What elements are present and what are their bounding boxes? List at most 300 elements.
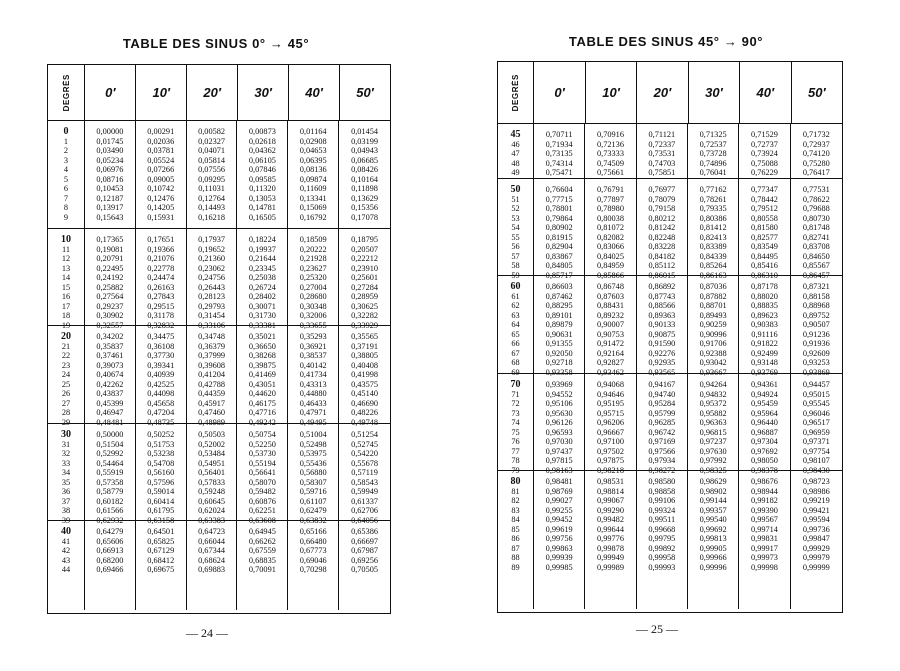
row-group bbox=[187, 424, 237, 525]
sine-value: 0,98769 bbox=[545, 486, 573, 496]
sine-value: 0,56880 bbox=[299, 468, 327, 478]
degree-value: 82 bbox=[511, 496, 520, 506]
sine-value: 0,70711 bbox=[545, 130, 573, 139]
sine-value: 0,99998 bbox=[750, 562, 778, 572]
row-group bbox=[48, 121, 84, 229]
degree-value: 88 bbox=[511, 553, 520, 563]
sine-value: 0,66913 bbox=[96, 546, 124, 556]
sine-value: 0,17651 bbox=[147, 235, 175, 244]
sine-value: 0,93042 bbox=[699, 358, 727, 368]
sine-value: 0,93869 bbox=[802, 367, 830, 377]
sine-value: 0,99067 bbox=[597, 496, 624, 506]
sine-value: 0,96517 bbox=[802, 418, 830, 428]
sine-value: 0,83228 bbox=[648, 242, 676, 252]
sine-value: 0,82248 bbox=[648, 232, 676, 242]
row-group bbox=[791, 124, 842, 179]
sine-value: 0,40674 bbox=[96, 370, 124, 380]
sine-value: 0,52002 bbox=[198, 439, 226, 449]
sine-value: 0,86457 bbox=[802, 270, 830, 280]
row-group bbox=[288, 121, 338, 229]
sine-value: 0,57119 bbox=[351, 468, 378, 478]
sine-value: 0,02908 bbox=[299, 136, 327, 146]
degree-value: 89 bbox=[511, 562, 520, 572]
sine-value: 0,57596 bbox=[147, 477, 175, 487]
sine-value: 0,88295 bbox=[545, 301, 573, 311]
sine-value: 0,72937 bbox=[802, 139, 830, 149]
degree-value: 64 bbox=[511, 320, 520, 330]
minute-column bbox=[187, 121, 238, 610]
degree-value: 77 bbox=[511, 446, 520, 456]
sine-value: 0,80902 bbox=[545, 223, 573, 233]
degree-value: 18 bbox=[61, 311, 71, 321]
sine-value: 0,43575 bbox=[351, 379, 379, 389]
sine-value: 0,99831 bbox=[750, 534, 778, 544]
sine-value: 0,89879 bbox=[545, 320, 573, 330]
sine-value: 0,99452 bbox=[545, 515, 573, 525]
sine-value: 0,99776 bbox=[597, 534, 624, 544]
degree-value: 78 bbox=[511, 456, 520, 466]
sine-value: 0,32557 bbox=[96, 320, 124, 330]
row-group bbox=[288, 521, 338, 612]
sine-value: 0,36379 bbox=[198, 341, 226, 351]
minute-column bbox=[288, 121, 339, 610]
sine-value: 0,62251 bbox=[248, 506, 276, 516]
sine-value: 0,96815 bbox=[699, 427, 727, 437]
row-group bbox=[85, 229, 135, 330]
sine-value: 0,97100 bbox=[597, 437, 624, 447]
sine-value: 0,71934 bbox=[545, 139, 573, 149]
sine-value: 0,26724 bbox=[248, 282, 276, 292]
sine-value: 0,37999 bbox=[198, 351, 226, 361]
sine-value: 0,20791 bbox=[96, 254, 124, 264]
sine-value: 0,54220 bbox=[351, 449, 379, 459]
sine-value: 0,52498 bbox=[299, 439, 327, 449]
sine-value: 0,96206 bbox=[597, 418, 624, 428]
sine-value: 0,24756 bbox=[198, 273, 226, 283]
sine-value: 0,83066 bbox=[597, 242, 624, 252]
degree-value: 83 bbox=[511, 505, 520, 515]
right-table-title: TABLE DES SINUS 45° → 90° bbox=[568, 34, 764, 49]
sine-value: 0,65166 bbox=[299, 527, 327, 536]
sine-value: 0,99567 bbox=[750, 515, 778, 525]
sine-value: 0,79335 bbox=[699, 204, 727, 214]
sine-value: 0,00000 bbox=[96, 127, 124, 136]
sine-value: 0,93462 bbox=[597, 367, 624, 377]
sine-value: 0,19081 bbox=[96, 244, 124, 254]
sine-value: 0,93565 bbox=[648, 367, 676, 377]
sine-value: 0,96440 bbox=[750, 418, 778, 428]
sine-value: 0,55678 bbox=[351, 458, 379, 468]
degree-value: 65 bbox=[511, 329, 520, 339]
sine-value: 0,18509 bbox=[299, 235, 327, 244]
sine-value: 0,75280 bbox=[802, 158, 830, 168]
row-group bbox=[187, 326, 237, 427]
sine-value: 0,92935 bbox=[648, 358, 676, 368]
right-sine-table bbox=[497, 61, 843, 613]
sine-value: 0,92164 bbox=[597, 348, 624, 358]
sine-value: 0,27843 bbox=[147, 292, 175, 302]
sine-value: 0,98325 bbox=[699, 465, 727, 475]
sine-value: 0,47460 bbox=[198, 408, 226, 418]
sine-value: 0,99993 bbox=[648, 562, 676, 572]
sine-value: 0,99668 bbox=[648, 524, 676, 534]
row-group bbox=[237, 521, 287, 612]
sine-value: 0,25601 bbox=[351, 273, 379, 283]
minute-column-header: 40′ bbox=[740, 62, 791, 123]
sine-value: 0,99714 bbox=[750, 524, 778, 534]
right-page-number: — 25 — bbox=[636, 622, 678, 636]
sine-value: 0,77347 bbox=[750, 185, 778, 194]
sine-value: 0,02618 bbox=[248, 136, 276, 146]
sine-value: 0,88566 bbox=[648, 301, 676, 311]
sine-value: 0,11609 bbox=[299, 184, 327, 194]
sine-value: 0,41734 bbox=[299, 370, 327, 380]
sine-value: 0,94361 bbox=[750, 380, 778, 389]
sine-value: 0,81580 bbox=[750, 223, 778, 233]
sine-value: 0,85866 bbox=[597, 270, 624, 280]
degree-value: 7 bbox=[63, 193, 69, 203]
sine-value: 0,99290 bbox=[597, 505, 624, 515]
sine-value: 0,40142 bbox=[299, 360, 327, 370]
row-group bbox=[498, 471, 533, 611]
sine-value: 0,86748 bbox=[597, 282, 624, 291]
degree-value: 54 bbox=[511, 223, 520, 233]
sine-value: 0,15643 bbox=[96, 212, 124, 222]
sine-value: 0,91706 bbox=[699, 339, 727, 349]
row-group bbox=[237, 121, 287, 229]
sine-value: 0,13629 bbox=[351, 193, 379, 203]
minute-column bbox=[339, 121, 390, 610]
row-group bbox=[739, 374, 789, 475]
row-group bbox=[739, 124, 789, 179]
sine-value: 0,97030 bbox=[545, 437, 573, 447]
sine-value: 0,61566 bbox=[96, 506, 124, 516]
degree-value: 16 bbox=[61, 292, 71, 302]
sine-value: 0,73728 bbox=[699, 149, 727, 159]
minute-column bbox=[791, 124, 842, 609]
sine-value: 0,15356 bbox=[351, 203, 379, 213]
degree-value: 67 bbox=[511, 348, 520, 358]
sine-value: 0,84805 bbox=[545, 261, 573, 271]
sine-value: 0,11898 bbox=[351, 184, 378, 194]
sine-value: 0,27284 bbox=[351, 282, 379, 292]
sine-value: 0,73333 bbox=[597, 149, 624, 159]
sine-value: 0,14205 bbox=[147, 203, 175, 213]
sine-value: 0,43313 bbox=[299, 379, 327, 389]
sine-value: 0,66262 bbox=[248, 536, 276, 546]
minute-column-header: 10′ bbox=[586, 62, 637, 123]
sine-value: 0,99619 bbox=[545, 524, 573, 534]
sine-value: 0,48481 bbox=[96, 417, 124, 427]
sine-value: 0,76604 bbox=[545, 185, 573, 194]
sine-value: 0,55919 bbox=[96, 468, 124, 478]
degree-value: 20 bbox=[61, 331, 71, 342]
sine-value: 0,77531 bbox=[802, 185, 830, 194]
sine-value: 0,99357 bbox=[699, 505, 727, 515]
minute-column-header: 0′ bbox=[85, 65, 136, 120]
sine-value: 0,97437 bbox=[545, 446, 573, 456]
sine-value: 0,25038 bbox=[248, 273, 276, 283]
sine-value: 0,75088 bbox=[750, 158, 778, 168]
sine-value: 0,99999 bbox=[802, 562, 830, 572]
sine-value: 0,75471 bbox=[545, 168, 573, 178]
sine-value: 0,06685 bbox=[351, 155, 379, 165]
sine-value: 0,60645 bbox=[198, 496, 226, 506]
row-group bbox=[637, 179, 687, 280]
sine-value: 0,45658 bbox=[147, 398, 175, 408]
sine-value: 0,77897 bbox=[597, 194, 624, 204]
sine-value: 0,01164 bbox=[299, 127, 327, 136]
table-body bbox=[48, 121, 390, 613]
row-group bbox=[85, 424, 135, 525]
sine-value: 0,87462 bbox=[545, 291, 573, 301]
sine-value: 0,67559 bbox=[248, 546, 276, 556]
sine-value: 0,50000 bbox=[96, 430, 124, 439]
sine-value: 0,41204 bbox=[198, 370, 226, 380]
sine-value: 0,50503 bbox=[198, 430, 226, 439]
row-group bbox=[637, 124, 687, 179]
sine-value: 0,04362 bbox=[248, 146, 276, 156]
sine-value: 0,85567 bbox=[802, 261, 830, 271]
sine-value: 0,29793 bbox=[198, 301, 226, 311]
sine-value: 0,16792 bbox=[299, 212, 327, 222]
sine-value: 0,98814 bbox=[597, 486, 624, 496]
sine-value: 0,17937 bbox=[198, 235, 226, 244]
sine-value: 0,93769 bbox=[750, 367, 778, 377]
sine-value: 0,89363 bbox=[648, 310, 676, 320]
sine-value: 0,36108 bbox=[147, 341, 175, 351]
degree-value: 43 bbox=[61, 555, 71, 565]
row-group bbox=[85, 521, 135, 612]
degree-column-header bbox=[48, 65, 85, 120]
minute-column bbox=[739, 124, 790, 609]
sine-value: 0,99644 bbox=[597, 524, 624, 534]
sine-value: 0,84182 bbox=[648, 251, 676, 261]
row-group bbox=[534, 471, 584, 611]
sine-value: 0,51254 bbox=[351, 430, 379, 439]
sine-value: 0,83708 bbox=[802, 242, 830, 252]
row-group bbox=[339, 521, 390, 612]
sine-value: 0,47716 bbox=[248, 408, 276, 418]
sine-value: 0,99973 bbox=[750, 553, 778, 563]
sine-value: 0,82082 bbox=[597, 232, 624, 242]
sine-value: 0,92050 bbox=[545, 348, 573, 358]
sine-value: 0,92609 bbox=[802, 348, 830, 358]
sine-value: 0,35293 bbox=[299, 332, 327, 341]
sine-value: 0,01454 bbox=[351, 127, 379, 136]
sine-value: 0,39608 bbox=[198, 360, 226, 370]
sine-value: 0,79864 bbox=[545, 213, 573, 223]
row-group bbox=[187, 229, 237, 330]
sine-value: 0,03199 bbox=[351, 136, 379, 146]
sine-value: 0,92827 bbox=[597, 358, 624, 368]
minute-column-header: 30′ bbox=[689, 62, 740, 123]
sine-value: 0,32282 bbox=[351, 311, 379, 321]
degree-value: 76 bbox=[511, 437, 520, 447]
sine-value: 0,38537 bbox=[299, 351, 327, 361]
degree-value: 87 bbox=[511, 543, 520, 553]
sine-value: 0,42788 bbox=[198, 379, 226, 389]
sine-value: 0,45399 bbox=[96, 398, 124, 408]
sine-value: 0,18224 bbox=[248, 235, 276, 244]
sine-value: 0,60876 bbox=[248, 496, 276, 506]
minute-column bbox=[85, 121, 136, 610]
sine-value: 0,54951 bbox=[198, 458, 226, 468]
degree-header-label: DEGRÉS bbox=[61, 73, 71, 112]
degree-value: 57 bbox=[511, 251, 520, 261]
sine-value: 0,04653 bbox=[299, 146, 327, 156]
sine-value: 0,29237 bbox=[96, 301, 124, 311]
sine-value: 0,10164 bbox=[351, 174, 379, 184]
degree-value: 28 bbox=[61, 408, 71, 418]
degree-value: 66 bbox=[511, 339, 520, 349]
sine-value: 0,45917 bbox=[198, 398, 226, 408]
sine-value: 0,94264 bbox=[699, 380, 727, 389]
minute-column-header: 40′ bbox=[289, 65, 340, 120]
sine-value: 0,62024 bbox=[198, 506, 226, 516]
minute-column-header: 0′ bbox=[534, 62, 585, 123]
sine-value: 0,29515 bbox=[147, 301, 175, 311]
sine-value: 0,95715 bbox=[597, 408, 624, 418]
sine-value: 0,04943 bbox=[351, 146, 379, 156]
sine-value: 0,90753 bbox=[597, 329, 624, 339]
sine-value: 0,52745 bbox=[351, 439, 379, 449]
sine-value: 0,89493 bbox=[699, 310, 727, 320]
row-group bbox=[688, 179, 738, 280]
minute-column bbox=[534, 124, 585, 609]
sine-value: 0,99795 bbox=[648, 534, 676, 544]
row-group bbox=[339, 121, 390, 229]
minute-column-header: 50′ bbox=[356, 85, 374, 100]
sine-value: 0,56160 bbox=[147, 468, 175, 478]
sine-value: 0,49242 bbox=[248, 417, 276, 427]
degree-value: 31 bbox=[61, 439, 71, 449]
minute-column-header: 20′ bbox=[187, 65, 238, 120]
sine-value: 0,62706 bbox=[351, 506, 379, 516]
degree-value: 50 bbox=[510, 184, 521, 195]
sine-value: 0,90631 bbox=[545, 329, 573, 339]
sine-value: 0,97934 bbox=[648, 456, 676, 466]
sine-value: 0,35021 bbox=[248, 332, 276, 341]
degree-value: 12 bbox=[61, 254, 71, 264]
sine-value: 0,88431 bbox=[597, 301, 624, 311]
sine-value: 0,38805 bbox=[351, 351, 379, 361]
sine-value: 0,60182 bbox=[96, 496, 124, 506]
sine-value: 0,98986 bbox=[802, 486, 830, 496]
row-group bbox=[637, 471, 687, 611]
sine-value: 0,64945 bbox=[248, 527, 276, 536]
sine-value: 0,97815 bbox=[545, 456, 573, 466]
sine-value: 0,49495 bbox=[299, 417, 327, 427]
sine-value: 0,02327 bbox=[198, 136, 226, 146]
sine-value: 0,85416 bbox=[750, 261, 778, 271]
sine-value: 0,77162 bbox=[699, 185, 727, 194]
sine-value: 0,93667 bbox=[699, 367, 727, 377]
sine-value: 0,99540 bbox=[699, 515, 727, 525]
sine-value: 0,96046 bbox=[802, 408, 830, 418]
sine-value: 0,03490 bbox=[96, 146, 124, 156]
row-group bbox=[534, 124, 584, 179]
sine-value: 0,14781 bbox=[248, 203, 276, 213]
sine-value: 0,95106 bbox=[545, 399, 573, 409]
sine-value: 0,84495 bbox=[750, 251, 778, 261]
degree-value: 10 bbox=[61, 234, 71, 245]
sine-value: 0,15931 bbox=[147, 212, 175, 222]
sine-value: 0,88020 bbox=[750, 291, 778, 301]
sine-value: 0,73135 bbox=[545, 149, 573, 159]
degree-value: 46 bbox=[511, 139, 520, 149]
sine-value: 0,09874 bbox=[299, 174, 327, 184]
sine-value: 0,87178 bbox=[750, 282, 778, 291]
sine-value: 0,28402 bbox=[248, 292, 276, 302]
sine-value: 0,99813 bbox=[699, 534, 727, 544]
sine-value: 0,94167 bbox=[648, 380, 676, 389]
sine-value: 0,82413 bbox=[699, 232, 727, 242]
degree-value: 52 bbox=[511, 204, 520, 214]
row-group bbox=[534, 179, 584, 280]
degree-value: 21 bbox=[61, 341, 71, 351]
sine-value: 0,83867 bbox=[545, 251, 573, 261]
sine-value: 0,35565 bbox=[351, 332, 379, 341]
sine-value: 0,50754 bbox=[248, 430, 276, 439]
sine-value: 0,91590 bbox=[648, 339, 676, 349]
sine-value: 0,93148 bbox=[750, 358, 778, 368]
row-group bbox=[288, 229, 338, 330]
sine-value: 0,30071 bbox=[248, 301, 276, 311]
row-group bbox=[339, 326, 390, 427]
degree-value: 5 bbox=[63, 174, 69, 184]
row-group bbox=[339, 424, 390, 525]
degree-value: 49 bbox=[511, 168, 520, 178]
sine-value: 0,81748 bbox=[802, 223, 830, 233]
sine-value: 0,20222 bbox=[299, 244, 327, 254]
sine-value: 0,55194 bbox=[248, 458, 276, 468]
degree-value: 45 bbox=[510, 129, 521, 140]
row-group bbox=[187, 521, 237, 612]
row-group bbox=[585, 179, 635, 280]
row-group bbox=[85, 121, 135, 229]
sine-value: 0,59716 bbox=[299, 487, 327, 497]
degree-value: 35 bbox=[61, 477, 71, 487]
sine-value: 0,99847 bbox=[802, 534, 830, 544]
sine-value: 0,47204 bbox=[147, 408, 175, 418]
sine-value: 0,43051 bbox=[248, 379, 276, 389]
sine-value: 0,08426 bbox=[351, 165, 379, 175]
sine-value: 0,72136 bbox=[597, 139, 624, 149]
sine-value: 0,99182 bbox=[750, 496, 778, 506]
sine-value: 0,87036 bbox=[699, 282, 727, 291]
sine-value: 0,63383 bbox=[198, 515, 226, 525]
sine-value: 0,78442 bbox=[750, 194, 778, 204]
sine-value: 0,98163 bbox=[545, 465, 573, 475]
sine-value: 0,71121 bbox=[648, 130, 676, 139]
sine-value: 0,94832 bbox=[699, 389, 727, 399]
sine-value: 0,50252 bbox=[147, 430, 175, 439]
sine-value: 0,86015 bbox=[648, 270, 676, 280]
sine-value: 0,58543 bbox=[351, 477, 379, 487]
sine-value: 0,42525 bbox=[147, 379, 175, 389]
sine-value: 0,78622 bbox=[802, 194, 830, 204]
sine-value: 0,59949 bbox=[351, 487, 379, 497]
sine-value: 0,44098 bbox=[147, 389, 175, 399]
sine-value: 0,65825 bbox=[147, 536, 175, 546]
sine-value: 0,15069 bbox=[299, 203, 327, 213]
sine-value: 0,59482 bbox=[248, 487, 276, 497]
sine-value: 0,32832 bbox=[147, 320, 175, 330]
sine-value: 0,79512 bbox=[750, 204, 778, 214]
sine-value: 0,30902 bbox=[96, 311, 124, 321]
sine-value: 0,60414 bbox=[147, 496, 175, 506]
